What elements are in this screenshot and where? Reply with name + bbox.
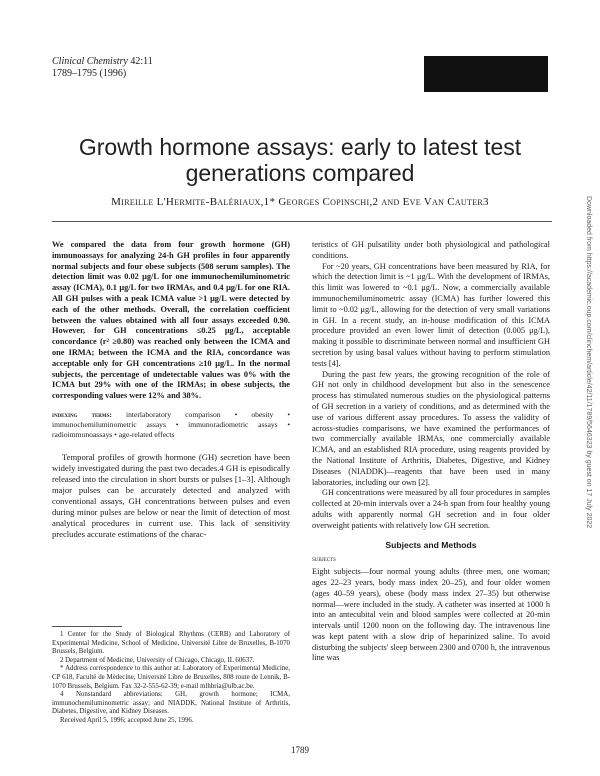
subsection-heading: subjects (312, 554, 336, 564)
article-title: Growth hormone assays: early to latest test generations compared (78, 134, 522, 186)
footnote: 1 Center for the Study of Biological Rhythms (CERB) and Laboratory of Experimental Medicine, School of Medicine, Université Libre de Bruxelles, B-1070 Brussels, Belgium. (52, 631, 290, 656)
journal-citation (52, 56, 153, 80)
left-column (52, 240, 290, 540)
section-heading: Subjects and Methods (385, 539, 477, 550)
author-list: Mireille L'Hermite-Balériaux,1* Georges Copinschi,2 and Eve Van Cauter3 (111, 196, 489, 208)
subjects-paragraph: Eight subjects—four normal young adults (three men, one woman; ages 22–23 years, body mass index 20–25), and four older women (ages 40–59 years), obese (body mass index 27–35) but otherwise normal—were included in the study. A catheter was inserted at 1000 h into an antecubital vein and blood samples were collected at 20-min intervals until 1200 noon on the following day. The intravenous line was kept patent with a slow drip of heparinized saline. To avoid disturbing the subjects' sleep between 2300 and 0700 h, the intravenous line was (312, 567, 550, 663)
body-paragraph: During the past few years, the growing recognition of the role of GH not only in childhood development but also in the senescence process has stimulated numerous studies on the physiological patterns of GH secretion in a variety of conditions, and as determined with the use of various different assay procedures. To assess the validity of across-studies comparisons, we have examined the performances of two commercially available IRMAs, one commercially available ICMA, and an established RIA procedure, using reagents provided by the National Institute of Arthritis, Diabetes, Digestive, and Kidney Diseases (NIADDK)—reagents that have been used in many laboratories, including our own [2]. (312, 369, 550, 487)
received-dates: Received April 5, 1996; accepted June 25, 1996. (60, 716, 194, 724)
introduction-paragraph: Temporal profiles of growth hormone (GH) secretion have been widely investigated during the past two decades.4 GH is episodically released into the circulation in short bursts or pulses [1–3]. Although major pulses can be accurately detected and analyzed with conventional assays, GH concentrations between pulses and even during minor pulses are below or near the limit of detection of most analytical procedures in current use. This lack of sensitivity precludes accurate estimations of the charac- (52, 451, 290, 539)
download-watermark: Downloaded from https://academic.oup.com/clinchem/article/42/11/1789/5646323 by guest on 17 July 2022 (585, 196, 592, 529)
indexing-terms-label: indexing terms: (52, 409, 112, 419)
footnotes (52, 626, 290, 726)
indexing-terms-list: interlaboratory comparison • obesity • immunochemiluminometric assays • immunoradiometric assays • radioimmunoassays • age-related effects (52, 409, 290, 439)
journal-name: Clinical Chemistry (52, 56, 128, 67)
body-paragraph: teristics of GH pulsatility under both physiological and pathological conditions. (312, 240, 550, 260)
footnote: 4 Nonstandard abbreviations: GH, growth hormone; ICMA, immunochemiluminometric assay; and NIADDK, National Institute of Arthritis, Diabetes, Digestive, and Kidney Diseases. (52, 691, 290, 716)
footnote: 2 Department of Medicine, University of Chicago, Chicago, IL 60637. (60, 656, 255, 664)
journal-pages-year: 1789–1795 (1996) (52, 68, 127, 79)
indexing-terms (52, 410, 290, 440)
title-rule (52, 221, 552, 222)
abstract: We compared the data from four growth hormone (GH) immunoassays for analyzing 24-h GH profiles in four apparently normal subjects and four obese subjects (508 serum samples). The detection limit was 0.02 μg/L for one immunochemiluminometric assay (ICMA), 0.1 μg/L for two IRMAs, and 0.4 μg/L for one RIA. All GH pulses with a peak ICMA value >1 μg/L were detected by each of the other methods. Overall, the correlation coefficient between the values obtained with all four assays exceeded 0.90. However, for GH concentrations ≤0.25 μg/L, acceptable concordance (r² ≥0.80) was reached only between the ICMA and one IRMA; between the ICMA and the RIA, concordance was acceptable only for GH concentrations ≥10 μg/L. In the normal subjects, the percentage of undetectable values was 0% with the ICMA but 29% with one of the IRMAs; in obese subjects, the corresponding values were 12% and 38%. (52, 240, 290, 401)
footnote-rule (52, 626, 122, 627)
page-number: 1789 (291, 745, 309, 755)
body-paragraph: GH concentrations were measured by all four procedures in samples collected at 20-min intervals over a 24-h span from four healthy young adults with apparently normal GH secretion and in four older overweight patients with relatively low GH secretion. (312, 488, 550, 530)
body-paragraph: For ~20 years, GH concentrations have been measured by RIA, for which the detection limit is ~1 μg/L. With the development of IRMAs, this limit was lowered to ~0.1 μg/L. Now, a commercially available immunochemiluminometric assay (ICMA) has further lowered this limit to ~0.02 μg/L, allowing for the detection of very small variations in GH. In a recent study, an in-house modification of this ICMA procedure provided an even lower limit of detection (0.005 μg/L), making it possible to discriminate between normal and insufficient GH secretion by using basal values without having to perform stimulation tests [4]. (312, 261, 550, 368)
journal-volume: 42:11 (130, 56, 153, 67)
right-column (312, 240, 550, 664)
footnote: * Address correspondence to this author at: Laboratory of Experimental Medicine, CP 618, Faculté de Médecine, Université Libre de Bruxelles, 808 route de Lennik, B-1070 Brussels, Belgium. Fax 32-2-555-62-39; e-mail mlhbria@ulb.ac.be. (52, 665, 290, 690)
journal-logo-block (424, 56, 548, 92)
